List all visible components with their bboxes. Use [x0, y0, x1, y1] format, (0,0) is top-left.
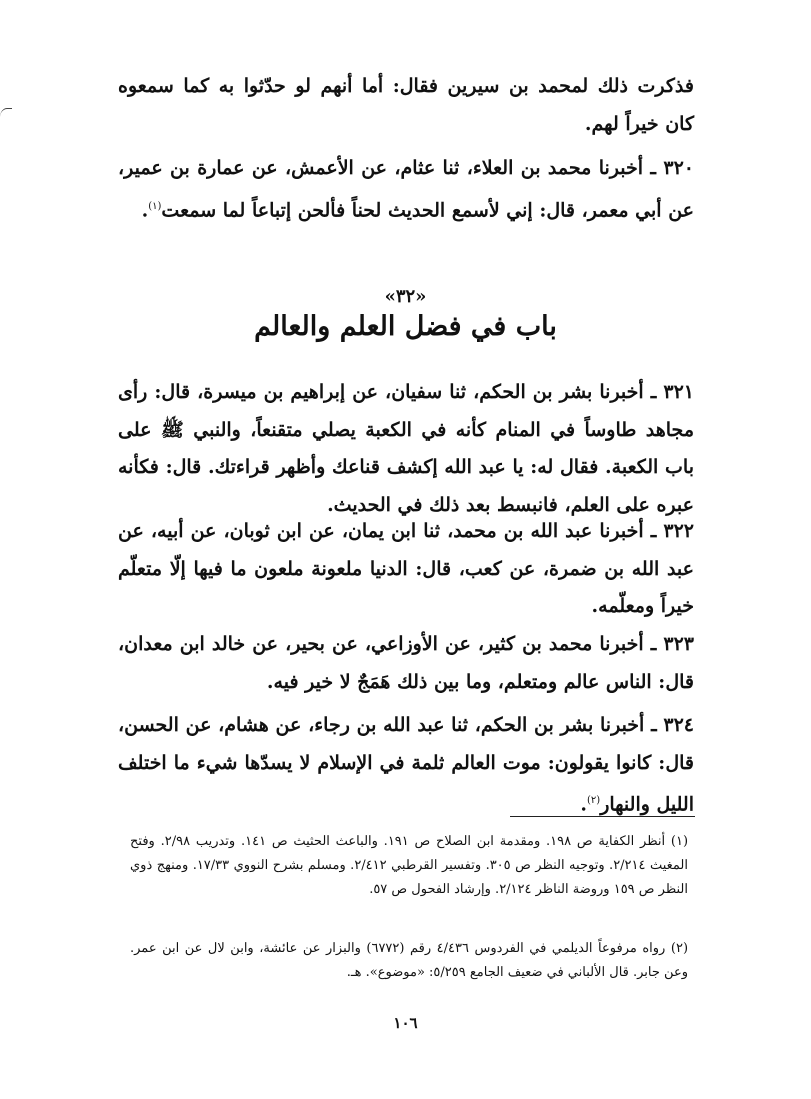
footnote-number: (٢)	[670, 941, 689, 956]
footnote-1	[130, 830, 688, 902]
footnote-2	[130, 937, 688, 985]
footnote-divider	[510, 816, 695, 817]
footnote-ref-2: (٢)	[587, 795, 601, 806]
hadith-320: ٣٢٠ ـ أخبرنا محمد بن العلاء، ثنا عثام، عن الأعمش، عن عمارة بن عمير، عن أبي معمر، قال: إني لأسمع الحديث لحناً فألحن إتباعاً لما سمعت$^{(١)}$.	[118, 157, 694, 221]
hadith-323: ٣٢٣ ـ أخبرنا محمد بن كثير، عن الأوزاعي، عن بحير، عن خالد ابن معدان، قال: الناس عالم ومتعلم، وما بين ذلك هَمَجٌ لا خير فيه.	[118, 633, 694, 693]
footnote-ref-1: (١)	[148, 200, 162, 212]
hadith-321: ٣٢١ ـ أخبرنا بشر بن الحكم، ثنا سفيان، عن إبراهيم بن ميسرة، قال: رأى مجاهد طاوساً في المنام كأنه في الكعبة يصلي متقنعاً، والنبي ﷺ على باب الكعبة. فقال له: يا عبد الله إكشف قناعك وأظهر قراءتك. قال: فكأنه عبره على العلم، فانبسط بعد ذلك في الحديث.	[118, 381, 694, 516]
scan-edge-mark	[0, 108, 12, 123]
chapter-title: باب في فضل العلم والعالم	[254, 311, 557, 342]
footnote-number: (١)	[670, 834, 689, 849]
hadith-324: ٣٢٤ ـ أخبرنا بشر بن الحكم، ثنا عبد الله بن رجاء، عن هشام، عن الحسن، قال: كانوا يقولون: موت العالم ثلمة في الإسلام لا يسدّها شيء ما اختلف الليل والنهار$^{(٢)}$.	[118, 714, 694, 816]
paragraph-continuation: فذكرت ذلك لمحمد بن سيرين فقال: أما أنهم لو حدّثوا به كما سمعوه كان خيراً لهم.	[118, 75, 694, 135]
page-number: ١٠٦	[393, 1014, 418, 1032]
footnote-text: أنظر الكفاية ص ١٩٨. ومقدمة ابن الصلاح ص ١٩١. والباعث الحثيث ص ١٤١. وتدريب ٢/٩٨. وفتح المغيث ٢/٢١٤. وتوجيه النظر ص ٣٠٥. وتفسير القرطبي ٢/٤١٢. ومسلم بشرح النووي ١٧/٣٣. ومنهج ذوي النظر ص ١٥٩ وروضة الناظر ٢/١٢٤. وإرشاد الفحول ص ٥٧.	[130, 834, 688, 897]
hadith-322: ٣٢٢ ـ أخبرنا عبد الله بن محمد، ثنا ابن يمان، عن ابن ثوبان، عن أبيه، عن عبد الله بن ضمرة، عن كعب، قال: الدنيا ملعونة ملعون ما فيها إلّا متعلّم خيراً ومعلّمه.	[118, 520, 694, 617]
footnote-text: رواه مرفوعاً الديلمي في الفردوس ٤/٤٣٦ رقم (٦٧٧٢) والبزار عن عائشة، وابن لال عن ابن عمر. وعن جابر. قال الألباني في ضعيف الجامع ٥/٢٥٩: «موضوع». هـ.	[130, 941, 688, 980]
chapter-number: «٣٢»	[384, 286, 427, 307]
